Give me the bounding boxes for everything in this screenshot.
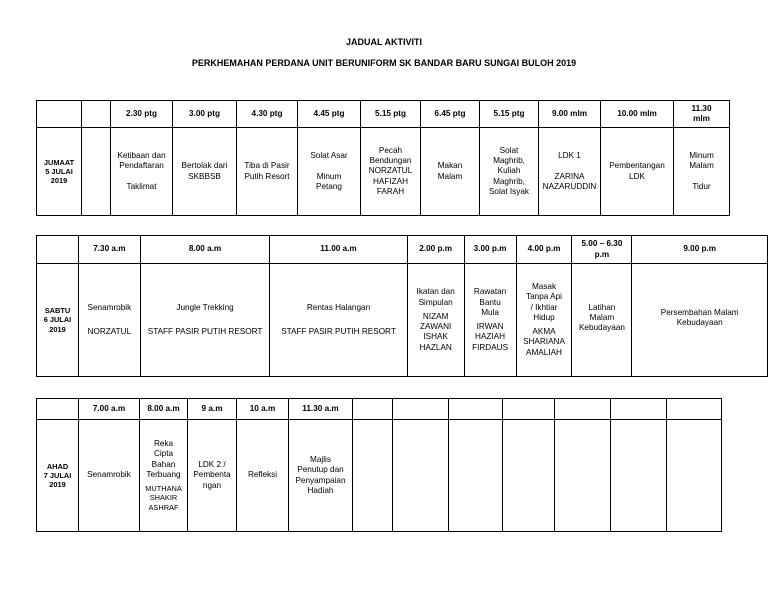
time-header: 8.00 a.m (140, 399, 188, 420)
time-header: 3.00 p.m (464, 236, 516, 264)
time-header: 5.15 ptg (361, 101, 421, 128)
activity-cell (516, 264, 572, 377)
person-in-charge: STAFF PASIR PUTIH RESORT (281, 327, 396, 336)
activity-cell (289, 420, 353, 532)
document-subtitle: PERKHEMAHAN PERDANA UNIT BERUNIFORM SK BANDAR BARU SUNGAI BULOH 2019 (191, 58, 577, 68)
activity-cell (237, 420, 289, 532)
activity-title: Jungle Trekking (176, 302, 234, 312)
table-row (37, 101, 730, 128)
table-row (37, 128, 730, 216)
activity-title: LDK 2 / Pembenta ngan (193, 460, 231, 490)
time-header: 10.00 mlm (601, 101, 674, 128)
time-header: 4.30 ptg (237, 101, 298, 128)
table-row (37, 264, 768, 377)
activity-cell (555, 420, 611, 532)
time-header: 2.00 p.m (407, 236, 464, 264)
activity-cell (82, 128, 111, 216)
activity-cell (407, 264, 464, 377)
activity-cell: Solat Asar Minum Petang (298, 128, 361, 216)
activity-title: Majlis Penutup dan Penyampaian Hadiah (295, 455, 346, 495)
time-header (555, 399, 611, 420)
time-header: 9 a.m (188, 399, 237, 420)
table-row (37, 420, 722, 532)
activity-cell: LDK 1 ZARINA NAZARUDDIN (539, 128, 601, 216)
activity-title: Persembahan Malam Kebudayaan (660, 307, 739, 327)
time-header: 5.15 ptg (480, 101, 539, 128)
activity-cell (464, 264, 516, 377)
time-header (393, 399, 449, 420)
activity-title: Rentas Halangan (306, 302, 371, 312)
time-header: 9.00 p.m (632, 236, 768, 264)
activity-cell (270, 264, 407, 377)
time-header: 7.00 a.m (79, 399, 140, 420)
time-header (667, 399, 722, 420)
activity-cell: Tiba di Pasir Putih Resort (237, 128, 298, 216)
time-header: 4.45 ptg (298, 101, 361, 128)
activity-cell (572, 264, 632, 377)
day-label: JUMAAT 5 JULAI 2019 (37, 128, 82, 216)
activity-cell (79, 420, 140, 532)
activity-cell (503, 420, 555, 532)
activity-title: Senamrobik (87, 302, 132, 312)
table-row (37, 399, 722, 420)
time-header: 8.00 a.m (140, 236, 269, 264)
person-in-charge: NIZAM ZAWANI ISHAK HAZLAN (419, 311, 452, 352)
time-header (503, 399, 555, 420)
activity-cell (78, 264, 140, 377)
time-header: 9.00 mlm (539, 101, 601, 128)
time-header (353, 399, 393, 420)
table-cell (37, 399, 79, 420)
activity-cell: Minum Malam Tidur (674, 128, 730, 216)
activity-title: Ikatan dan Simpulan (416, 287, 455, 307)
activity-cell: Makan Malam (421, 128, 480, 216)
time-header (82, 101, 111, 128)
activity-cell (667, 420, 722, 532)
time-header: 11.00 a.m (270, 236, 407, 264)
person-in-charge: IRWAN HAZIAH FIRDAUS (472, 322, 509, 352)
person-in-charge: MUTHANA SHAKIR ASHRAF (145, 484, 182, 512)
day-label: SABTU 6 JULAI 2019 (37, 264, 79, 377)
person-in-charge: STAFF PASIR PUTIH RESORT (147, 327, 263, 336)
time-header: 10 a.m (237, 399, 289, 420)
person-in-charge: AKMA SHARIANA AMALIAH (523, 327, 565, 357)
activity-cell (353, 420, 393, 532)
activity-cell (449, 420, 503, 532)
time-header: 7.30 a.m (78, 236, 140, 264)
time-header (449, 399, 503, 420)
activity-cell (632, 264, 768, 377)
activity-cell (188, 420, 237, 532)
activity-cell: Pembentangan LDK (601, 128, 674, 216)
activity-cell: Pecah Bendungan NORZATUL HAFIZAH FARAH (361, 128, 421, 216)
day-label: AHAD 7 JULAI 2019 (37, 420, 79, 532)
activity-title: Senamrobik (87, 470, 131, 480)
activity-cell (611, 420, 667, 532)
activity-cell (140, 420, 188, 532)
time-header (611, 399, 667, 420)
document-title: JADUAL AKTIVITI (345, 37, 422, 47)
activity-title: Reka Cipta Bahan Terbuang (146, 439, 181, 479)
time-header: 2.30 ptg (111, 101, 173, 128)
time-header: 11.30 mlm (674, 101, 730, 128)
activity-title: Rawatan Bantu Mula (473, 287, 507, 317)
time-header: 3.00 ptg (173, 101, 237, 128)
activity-cell: Ketibaan dan Pendaftaran Taklimat (111, 128, 173, 216)
time-header: 5.00 – 6.30 p.m (572, 236, 632, 264)
time-header: 11.30 a.m (289, 399, 353, 420)
activity-title: Refleksi (247, 470, 278, 480)
activity-cell (393, 420, 449, 532)
activity-cell (140, 264, 269, 377)
time-header: 4.00 p.m (516, 236, 572, 264)
schedule-table-saturday (36, 235, 768, 377)
activity-title: Masak Tanpa Api / Ikhtiar Hidup (526, 282, 562, 322)
person-in-charge: NORZATUL (87, 327, 132, 336)
activity-cell: Bertolak dari SKBBSB (173, 128, 237, 216)
table-row (37, 236, 768, 264)
time-header: 6.45 ptg (421, 101, 480, 128)
activity-cell: Solat Maghrib, Kuliah Maghrib, Solat Isyak (480, 128, 539, 216)
table-cell (37, 236, 79, 264)
table-cell (37, 101, 82, 128)
activity-title: Latihan Malam Kebudayaan (578, 302, 625, 333)
schedule-table-sunday (36, 398, 722, 532)
schedule-table-friday (36, 100, 730, 216)
